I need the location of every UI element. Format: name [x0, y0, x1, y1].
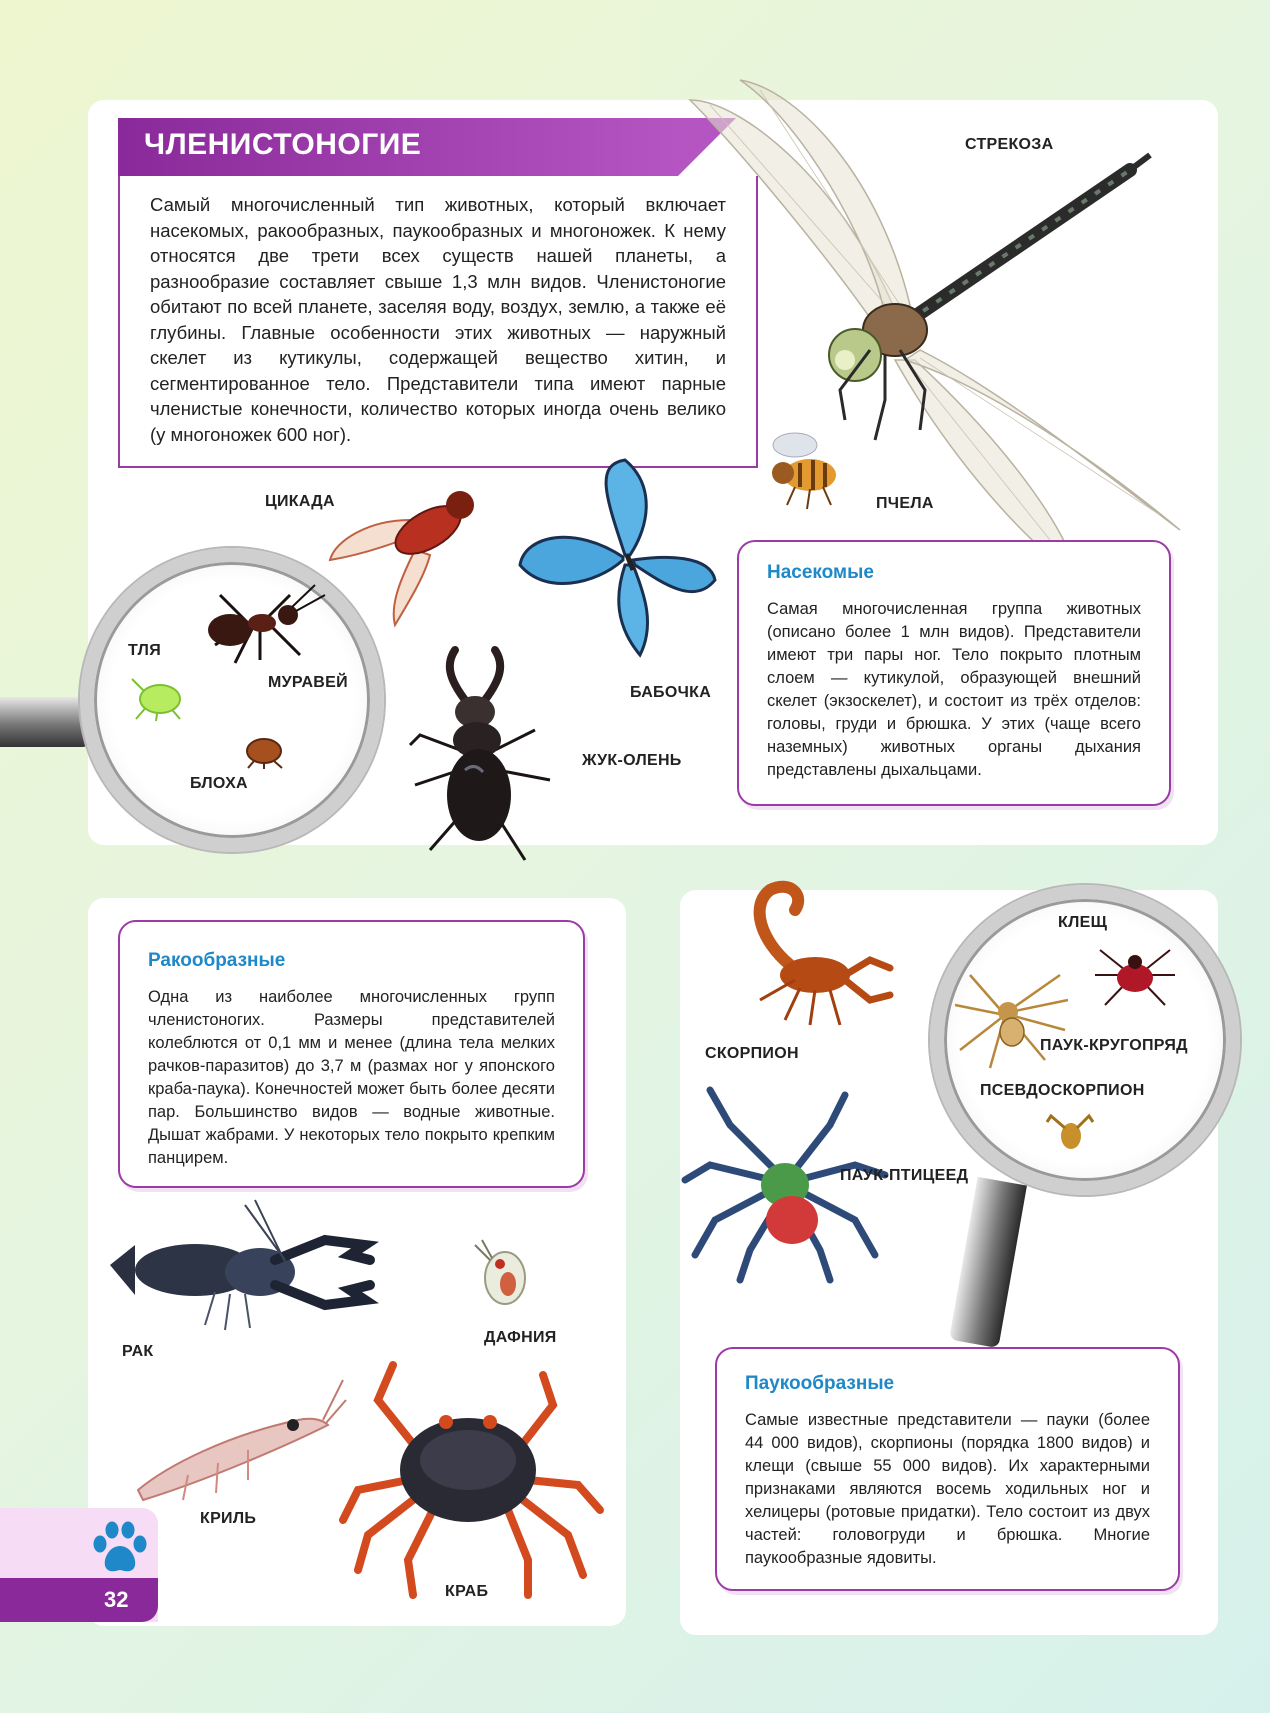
label-stag-beetle: ЖУК-ОЛЕНЬ — [582, 752, 682, 769]
label-bee: ПЧЕЛА — [876, 495, 934, 512]
krill-illustration — [128, 1375, 348, 1505]
label-dragonfly: СТРЕКОЗА — [965, 136, 1054, 153]
label-krill: КРИЛЬ — [200, 1510, 257, 1527]
label-ant: МУРАВЕЙ — [268, 674, 348, 691]
arachnids-heading: Паукообразные — [745, 1373, 895, 1394]
label-pseudoscorpion: ПСЕВДОСКОРПИОН — [980, 1082, 1145, 1099]
label-crayfish: РАК — [122, 1343, 154, 1360]
label-crab: КРАБ — [445, 1583, 489, 1600]
insects-heading: Насекомые — [767, 562, 874, 583]
crustaceans-heading: Ракообразные — [148, 950, 286, 971]
label-tick: КЛЕЩ — [1058, 914, 1108, 931]
scorpion-illustration — [700, 880, 895, 1030]
arachnids-text: Самые известные представители — пауки (более 44 000 видов), скорпионы (порядка 1800 видов) и клещи (свыше 55 000 видов). Их характерными признаками являются восемь ходильных ног и хелицеры (ротовые придатки). Тело состоит из двух частей: головогруди и брюшка. Многие паукообразные ядовиты. — [745, 1411, 1150, 1567]
daphnia-illustration — [470, 1240, 540, 1310]
title-bar — [118, 118, 678, 176]
magnifier-handle-left — [0, 697, 92, 747]
label-orb-weaver: ПАУК-КРУГОПРЯД — [1040, 1037, 1188, 1054]
paw-icon — [90, 1520, 150, 1576]
ant-illustration — [190, 575, 330, 675]
label-tarantula: ПАУК-ПТИЦЕЕД — [840, 1167, 969, 1184]
flea-illustration — [242, 735, 286, 769]
tick-illustration — [1095, 940, 1175, 1012]
insects-text: Самая многочисленная группа животных (описано более 1 млн видов). Представители имеют три пары ног. Тело покрыто плотным слоем — кутикулой, образующей внешний скелет (экзоскелет), и состоит из трёх отделов: головы, груди и брюшка. У этих (чаще всего наземных) животных органы дыхания представлены дыхальцами. — [767, 600, 1141, 779]
intro-text: Самый многочисленный тип животных, который включает насекомых, ракообразных, паукообразных и многоножек. К нему относятся две трети всех существ нашей планеты, а разнообразие составляет свыше 1,3 млн видов. Членистоногие обитают по всей планете, заселяя воду, воздух, землю, а также её глубины. Главные особенности этих животных — наружный скелет из кутикулы, содержащей вещество хитин, и сегментированное тело. Представители типа имеют парные членистые конечности, количество которых иногда очень велико (у многоножек 600 ног). — [150, 194, 726, 445]
butterfly-illustration — [515, 455, 720, 660]
label-scorpion: СКОРПИОН — [705, 1045, 799, 1062]
label-cicada: ЦИКАДА — [265, 493, 335, 510]
intro-box — [118, 176, 758, 468]
crayfish-illustration — [105, 1200, 395, 1350]
label-flea: БЛОХА — [190, 775, 248, 792]
page-number: 32 — [0, 1578, 158, 1622]
label-daphnia: ДАФНИЯ — [484, 1329, 557, 1346]
pseudoscorpion-illustration — [1045, 1110, 1095, 1154]
arachnids-card — [715, 1347, 1180, 1591]
bee-illustration — [765, 425, 855, 515]
crustaceans-card — [118, 920, 585, 1188]
stag-beetle-illustration — [405, 650, 565, 865]
aphid-illustration — [128, 675, 188, 723]
label-butterfly: БАБОЧКА — [630, 684, 712, 701]
cicada-illustration — [320, 480, 495, 630]
crab-illustration — [338, 1360, 608, 1600]
label-aphid: ТЛЯ — [128, 642, 162, 659]
page-title: ЧЛЕНИСТОНОГИЕ — [144, 128, 422, 161]
insects-card — [737, 540, 1171, 806]
crustaceans-text: Одна из наиболее многочисленных групп членистоногих. Размеры представителей колеблются от 0,1 мм и менее (длина тела мелких рачков-паразитов) до 3,7 м (размах ног у японского краба-паука). Конечностей может быть более десяти пар. Большинство видов — водные животные. Дышат жабрами. У некоторых тело покрыто крепким панцирем. — [148, 988, 555, 1167]
